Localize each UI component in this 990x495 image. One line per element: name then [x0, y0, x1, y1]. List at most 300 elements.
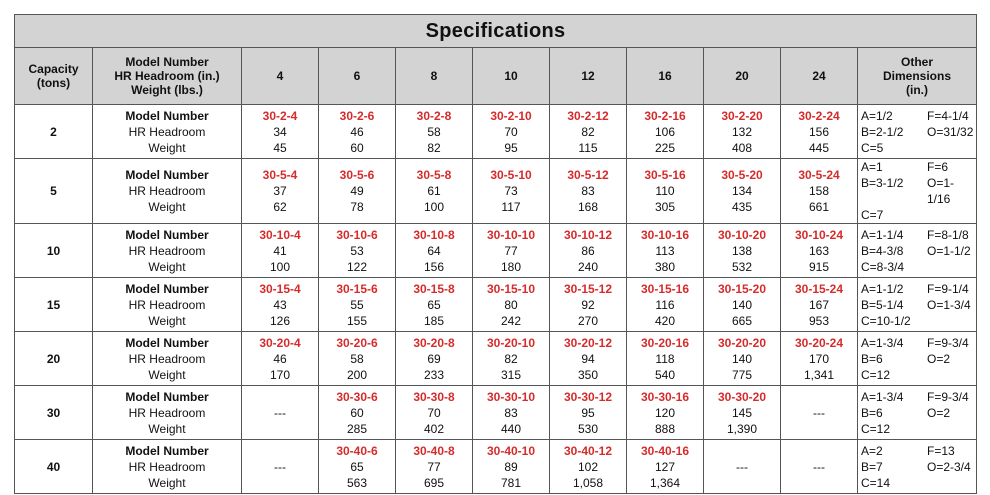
header-size: 12 [550, 48, 627, 105]
row-label: Model Number [125, 389, 209, 404]
hr-headroom-value: 55 [350, 297, 364, 312]
weight-value: 420 [654, 313, 676, 328]
row-label: Weight [148, 200, 186, 214]
dimension-value: A=2 [861, 443, 883, 458]
spec-cell [704, 278, 781, 332]
hr-headroom-value: 83 [581, 184, 595, 198]
header-size: 20 [704, 48, 781, 105]
row-label: HR Headroom [128, 243, 206, 258]
dimension-line [861, 207, 976, 223]
spec-cell [550, 159, 627, 224]
dimension-value: A=1-3/4 [861, 335, 904, 350]
model-number: 30-30-10 [486, 389, 536, 404]
other-dimensions-cell [858, 224, 977, 278]
dimension-line [861, 335, 976, 351]
dimension-line [861, 281, 976, 297]
spec-cell [396, 440, 473, 494]
weight-value: 117 [501, 200, 521, 214]
model-number: 30-2-12 [567, 108, 609, 123]
header-size: 10 [473, 48, 550, 105]
dimension-value: F=8-1/8 [927, 227, 969, 242]
weight-value: 380 [654, 259, 676, 274]
empty-cell: --- [781, 440, 858, 494]
other-dimensions-cell [858, 332, 977, 386]
model-number: 30-10-4 [259, 227, 301, 242]
empty-cell: --- [704, 440, 781, 494]
model-number: 30-2-20 [721, 108, 763, 123]
weight-value: 530 [577, 421, 599, 436]
weight-value: 402 [423, 421, 445, 436]
model-number: 30-20-16 [640, 335, 690, 350]
model-number: 30-15-20 [717, 281, 767, 296]
table-body [15, 105, 977, 494]
model-number: 30-2-6 [339, 108, 375, 123]
row-label: Weight [148, 259, 186, 274]
spec-cell [319, 332, 396, 386]
spec-cell [781, 278, 858, 332]
model-number: 30-15-16 [640, 281, 690, 296]
hr-headroom-value: 69 [427, 351, 441, 366]
weight-value: 126 [269, 313, 291, 328]
model-number: 30-2-10 [490, 108, 532, 123]
hr-headroom-value: 61 [427, 184, 441, 198]
dimension-value: C=10-1/2 [861, 313, 911, 328]
weight-value: 82 [427, 140, 441, 155]
header-other-line: Dimensions [883, 69, 952, 83]
row-labels-cell [93, 386, 242, 440]
spec-cell [242, 105, 319, 159]
model-number: 30-15-4 [259, 281, 301, 296]
hr-headroom-value: 132 [731, 124, 753, 139]
dimension-value: C=14 [861, 475, 891, 490]
model-number: 30-5-10 [490, 168, 532, 182]
dimension-line [861, 297, 976, 313]
spec-cell [550, 386, 627, 440]
other-dimensions-cell [858, 386, 977, 440]
hr-headroom-value: 92 [581, 297, 595, 312]
weight-value: 532 [731, 259, 753, 274]
weight-value: 315 [500, 367, 522, 382]
hr-headroom-value: 41 [273, 243, 287, 258]
row-labels-cell [93, 159, 242, 224]
spec-cell [319, 224, 396, 278]
empty-cell: --- [781, 386, 858, 440]
row-label: Weight [148, 475, 186, 490]
weight-value: 200 [346, 367, 368, 382]
spec-cell [396, 332, 473, 386]
spec-cell [627, 332, 704, 386]
spec-cell [473, 224, 550, 278]
spec-cell [473, 440, 550, 494]
spec-cell [550, 105, 627, 159]
model-number: 30-30-8 [413, 389, 455, 404]
hr-headroom-value: 70 [427, 405, 441, 420]
weight-value: 563 [346, 475, 368, 490]
dimension-line [861, 389, 976, 405]
model-number: 30-2-8 [416, 108, 452, 123]
hr-headroom-value: 127 [654, 459, 676, 474]
dimension-value: B=7 [861, 459, 883, 474]
capacity-cell: 5 [15, 159, 93, 224]
header-labels [93, 48, 242, 105]
hr-headroom-value: 58 [350, 351, 364, 366]
row-label: Model Number [125, 227, 209, 242]
hr-headroom-value: 37 [273, 184, 287, 198]
dimension-value: O=2 [927, 405, 951, 420]
hr-headroom-value: 64 [427, 243, 441, 258]
weight-value: 408 [731, 140, 753, 155]
weight-value: 78 [350, 200, 364, 214]
header-size: 24 [781, 48, 858, 105]
dimension-line [861, 108, 976, 124]
row-label: HR Headroom [128, 351, 206, 366]
spec-cell [704, 386, 781, 440]
hr-headroom-value: 46 [273, 351, 287, 366]
capacity-cell: 10 [15, 224, 93, 278]
hr-headroom-value: 49 [350, 184, 364, 198]
empty-cell: --- [242, 386, 319, 440]
spec-cell [473, 332, 550, 386]
table-row [15, 278, 977, 332]
header-capacity-line: Capacity [28, 62, 79, 76]
hr-headroom-value: 95 [581, 405, 595, 420]
hr-headroom-value: 138 [731, 243, 753, 258]
dimension-line [861, 443, 976, 459]
weight-value: 540 [654, 367, 676, 382]
model-number: 30-15-12 [563, 281, 613, 296]
weight-value: 1,390 [726, 421, 758, 436]
row-label: Model Number [125, 108, 209, 123]
hr-headroom-value: 53 [350, 243, 364, 258]
hr-headroom-value: 70 [504, 124, 518, 139]
hr-headroom-value: 65 [350, 459, 364, 474]
row-label: Model Number [125, 335, 209, 350]
weight-value: 440 [500, 421, 522, 436]
weight-value: 1,058 [572, 475, 604, 490]
model-number: 30-30-6 [336, 389, 378, 404]
dimension-value: B=4-3/8 [861, 243, 904, 258]
row-label: Weight [148, 421, 186, 436]
dimension-value [927, 421, 976, 437]
spec-cell [627, 386, 704, 440]
hr-headroom-value: 60 [350, 405, 364, 420]
dimension-line [861, 159, 976, 175]
table-row [15, 159, 977, 224]
other-dimensions-cell [858, 105, 977, 159]
hr-headroom-value: 156 [808, 124, 830, 139]
capacity-cell: 40 [15, 440, 93, 494]
hr-headroom-value: 167 [808, 297, 830, 312]
weight-value: 233 [423, 367, 445, 382]
spec-cell [473, 386, 550, 440]
dimension-line [861, 140, 976, 156]
header-other-dimensions [858, 48, 977, 105]
model-number: 30-40-10 [486, 443, 536, 458]
model-number: 30-30-20 [717, 389, 767, 404]
weight-value: 95 [504, 140, 518, 155]
model-number: 30-10-12 [563, 227, 613, 242]
model-number: 30-2-4 [262, 108, 298, 123]
dimension-value: O=31/32 [927, 124, 974, 139]
model-number: 30-10-8 [413, 227, 455, 242]
hr-headroom-value: 120 [654, 405, 676, 420]
weight-value: 270 [577, 313, 599, 328]
dimension-value: B=3-1/2 [861, 176, 904, 190]
row-label: Model Number [125, 281, 209, 296]
dimension-line [861, 243, 976, 259]
dimension-value: C=5 [861, 140, 884, 155]
model-number: 30-20-12 [563, 335, 613, 350]
weight-value: 156 [423, 259, 445, 274]
dimension-line [861, 313, 976, 329]
weight-value: 122 [346, 259, 368, 274]
spec-cell [627, 105, 704, 159]
hr-headroom-value: 134 [731, 184, 753, 198]
spec-cell [242, 332, 319, 386]
dimension-value: A=1 [861, 160, 883, 174]
dimension-line [861, 367, 976, 383]
hr-headroom-value: 118 [655, 351, 675, 366]
capacity-cell: 30 [15, 386, 93, 440]
header-row [15, 48, 977, 105]
weight-value: 225 [654, 140, 676, 155]
model-number: 30-10-24 [794, 227, 844, 242]
row-label: HR Headroom [128, 124, 206, 139]
hr-headroom-value: 86 [581, 243, 595, 258]
weight-value: 285 [346, 421, 368, 436]
model-number: 30-20-24 [794, 335, 844, 350]
dimension-line [861, 421, 976, 437]
hr-headroom-value: 82 [504, 351, 518, 366]
hr-headroom-value: 65 [427, 297, 441, 312]
weight-value: 1,364 [649, 475, 681, 490]
hr-headroom-value: 89 [504, 459, 518, 474]
model-number: 30-15-8 [413, 281, 455, 296]
model-number: 30-5-8 [416, 168, 452, 182]
dimension-value [927, 475, 976, 491]
dimension-line [861, 351, 976, 367]
dimension-value: B=6 [861, 405, 883, 420]
spec-cell [550, 332, 627, 386]
dimension-value [927, 259, 976, 275]
dimension-value: C=7 [861, 208, 884, 222]
row-label: HR Headroom [128, 405, 206, 420]
dimension-value: B=6 [861, 351, 883, 366]
weight-value: 100 [423, 200, 445, 214]
model-number: 30-20-8 [413, 335, 455, 350]
row-labels-cell [93, 332, 242, 386]
spec-cell [627, 440, 704, 494]
header-size: 16 [627, 48, 704, 105]
model-number: 30-5-12 [567, 168, 609, 182]
row-label: Weight [148, 140, 186, 155]
table-row [15, 440, 977, 494]
dimension-value: F=6 [927, 160, 949, 174]
spec-cell [473, 105, 550, 159]
weight-value: 60 [350, 140, 364, 155]
dimension-value [927, 367, 976, 383]
table-row [15, 332, 977, 386]
spec-cell [781, 105, 858, 159]
dimension-value: F=9-3/4 [927, 335, 969, 350]
hr-headroom-value: 34 [273, 124, 287, 139]
other-dimensions-cell [858, 159, 977, 224]
dimension-value: C=12 [861, 367, 891, 382]
capacity-cell: 20 [15, 332, 93, 386]
hr-headroom-value: 106 [654, 124, 676, 139]
dimension-line [861, 124, 976, 140]
model-number: 30-15-24 [794, 281, 844, 296]
table-row [15, 105, 977, 159]
hr-headroom-value: 170 [808, 351, 830, 366]
model-number: 30-20-20 [717, 335, 767, 350]
dimension-line [861, 227, 976, 243]
weight-value: 665 [731, 313, 753, 328]
spec-cell [396, 224, 473, 278]
spec-cell [550, 440, 627, 494]
weight-value: 305 [654, 200, 676, 214]
spec-cell [396, 386, 473, 440]
row-label: Weight [148, 367, 186, 382]
weight-value: 1,341 [803, 367, 835, 382]
table-title: Specifications [15, 15, 977, 48]
row-labels-cell [93, 278, 242, 332]
spec-cell [242, 224, 319, 278]
hr-headroom-value: 58 [427, 124, 441, 139]
hr-headroom-value: 77 [427, 459, 441, 474]
header-other-line: Other [901, 55, 934, 69]
hr-headroom-value: 145 [731, 405, 753, 420]
hr-headroom-value: 140 [731, 297, 753, 312]
dimension-value: F=4-1/4 [927, 108, 969, 123]
spec-cell [781, 159, 858, 224]
spec-cell [781, 224, 858, 278]
row-label: HR Headroom [128, 459, 206, 474]
dimension-value: B=5-1/4 [861, 297, 904, 312]
row-label: Model Number [125, 443, 209, 458]
hr-headroom-value: 163 [808, 243, 830, 258]
model-number: 30-20-6 [336, 335, 378, 350]
weight-value: 170 [269, 367, 291, 382]
weight-value: 100 [269, 259, 291, 274]
dimension-value: A=1-1/2 [861, 281, 904, 296]
weight-value: 45 [273, 140, 287, 155]
hr-headroom-value: 94 [581, 351, 595, 366]
hr-headroom-value: 158 [808, 184, 830, 198]
dimension-line [861, 459, 976, 475]
spec-cell [627, 278, 704, 332]
dimension-value [927, 140, 976, 156]
spec-cell [704, 332, 781, 386]
model-number: 30-30-12 [563, 389, 613, 404]
hr-headroom-value: 116 [655, 297, 675, 312]
row-labels-cell [93, 224, 242, 278]
row-label: HR Headroom [128, 184, 206, 198]
hr-headroom-value: 113 [655, 243, 675, 258]
model-number: 30-2-16 [644, 108, 686, 123]
row-labels-cell [93, 440, 242, 494]
spec-cell [704, 105, 781, 159]
weight-value: 115 [578, 140, 598, 155]
model-number: 30-10-20 [717, 227, 767, 242]
model-number: 30-40-8 [413, 443, 455, 458]
dimension-value [927, 313, 976, 329]
header-capacity [15, 48, 93, 105]
hr-headroom-value: 43 [273, 297, 287, 312]
model-number: 30-30-16 [640, 389, 690, 404]
dimension-value: F=9-3/4 [927, 389, 969, 404]
header-label-line: HR Headroom (in.) [114, 69, 220, 83]
row-label: Weight [148, 313, 186, 328]
spec-cell [242, 159, 319, 224]
dimension-line [861, 259, 976, 275]
model-number: 30-10-6 [336, 227, 378, 242]
spec-cell [473, 278, 550, 332]
row-label: Model Number [125, 168, 209, 182]
model-number: 30-40-16 [640, 443, 690, 458]
dimension-value [927, 207, 976, 223]
weight-value: 155 [346, 313, 368, 328]
row-label: HR Headroom [128, 297, 206, 312]
spec-cell [319, 440, 396, 494]
hr-headroom-value: 82 [581, 124, 595, 139]
dimension-value: O=1-3/4 [927, 297, 971, 312]
spec-cell [550, 224, 627, 278]
dimension-line [861, 475, 976, 491]
weight-value: 185 [423, 313, 445, 328]
spec-cell [550, 278, 627, 332]
dimension-value: A=1/2 [861, 108, 893, 123]
spec-cell [396, 278, 473, 332]
model-number: 30-5-16 [644, 168, 686, 182]
row-labels-cell [93, 105, 242, 159]
hr-headroom-value: 73 [504, 184, 518, 198]
dimension-value: A=1-1/4 [861, 227, 904, 242]
spec-cell [704, 159, 781, 224]
dimension-value: C=8-3/4 [861, 259, 905, 274]
dimension-value: O=2 [927, 351, 951, 366]
other-dimensions-cell [858, 440, 977, 494]
dimension-value: A=1-3/4 [861, 389, 904, 404]
capacity-cell: 15 [15, 278, 93, 332]
spec-cell [319, 159, 396, 224]
weight-value: 240 [577, 259, 599, 274]
dimension-line [861, 405, 976, 421]
model-number: 30-5-24 [798, 168, 840, 182]
weight-value: 445 [808, 140, 830, 155]
model-number: 30-40-12 [563, 443, 613, 458]
hr-headroom-value: 46 [350, 124, 364, 139]
header-label-line: Weight (lbs.) [131, 83, 203, 97]
hr-headroom-value: 83 [504, 405, 518, 420]
weight-value: 915 [808, 259, 830, 274]
weight-value: 661 [808, 200, 830, 214]
dimension-value: O=2-3/4 [927, 459, 971, 474]
model-number: 30-15-6 [336, 281, 378, 296]
spec-cell [627, 159, 704, 224]
weight-value: 242 [500, 313, 522, 328]
dimension-value: C=12 [861, 421, 891, 436]
weight-value: 888 [654, 421, 676, 436]
specifications-table [14, 14, 977, 494]
hr-headroom-value: 102 [577, 459, 599, 474]
empty-cell: --- [242, 440, 319, 494]
model-number: 30-20-4 [259, 335, 301, 350]
dimension-line [861, 175, 976, 207]
header-label-line: Model Number [125, 55, 209, 69]
spec-cell [627, 224, 704, 278]
hr-headroom-value: 77 [504, 243, 518, 258]
